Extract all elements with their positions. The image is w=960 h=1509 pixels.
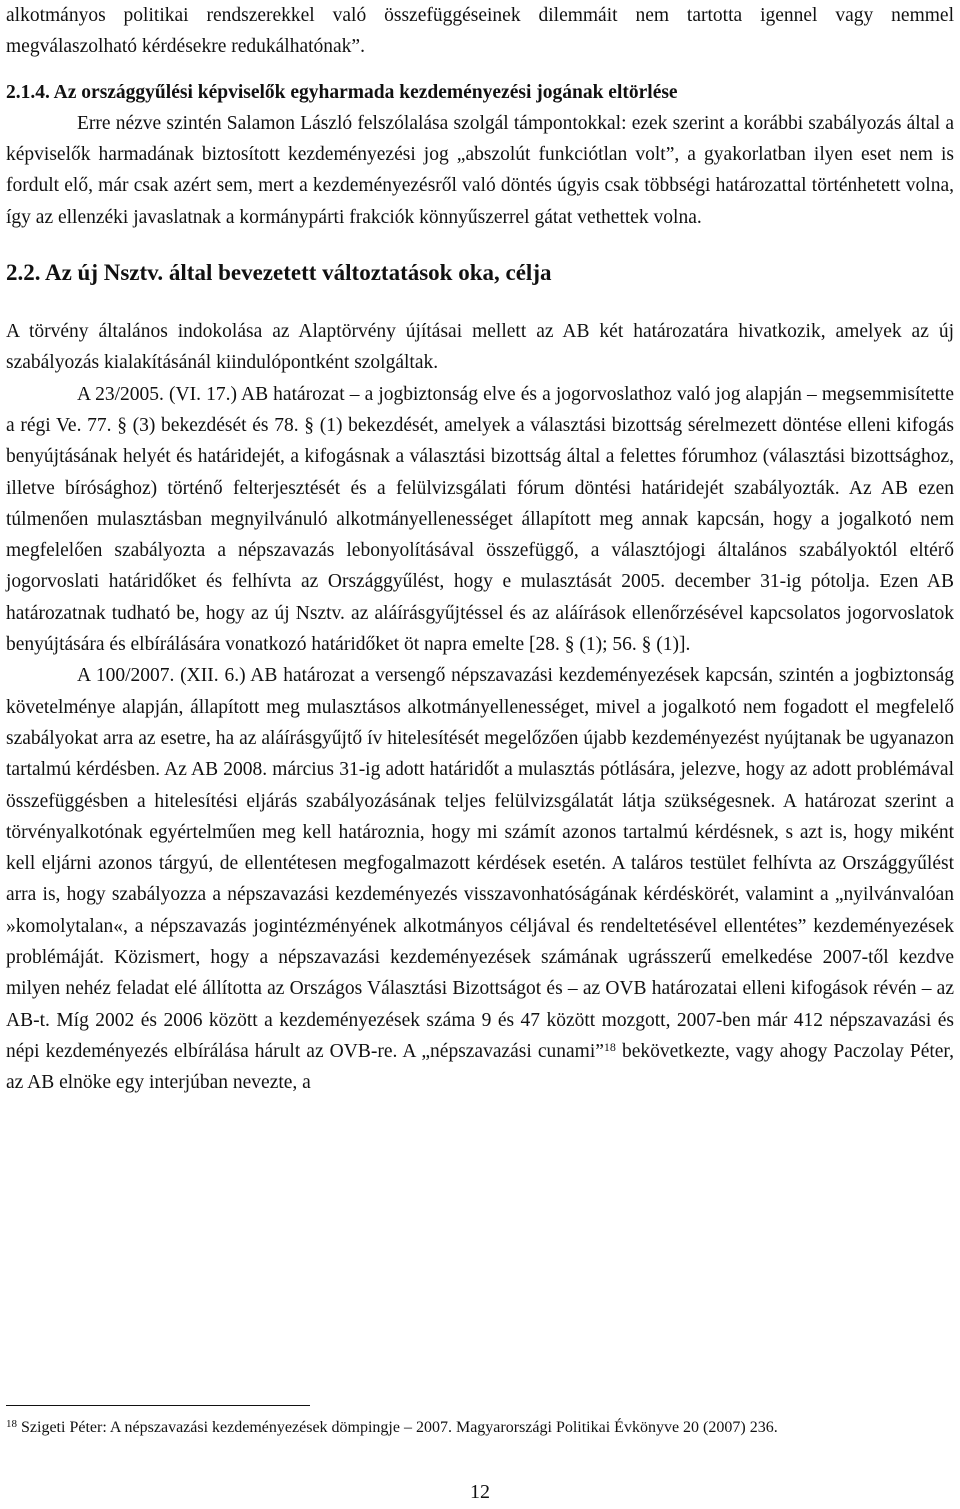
section-2-2-paragraph-2: A 23/2005. (VI. 17.) AB határozat – a jogbiztonság elve és a jogorvoslathoz való jog alapján – megsemmisítette a régi Ve. 77. § (3) bekezdését és 78. § (1) bekezdését, amelyek a választási bizottság sérelmezett döntése elleni kifogás benyújtásának helyét és határidejét, a kifogásnak a választási bizottság által a felettes fórumhoz (választási bizottsághoz, illetve bírósághoz) történő felterjesztését és a felülvizsgálati fórum döntési határidejét szabályozták. Az AB ezen túlmenően mulasztásban megnyilvánuló alkotmányellenességet állapított meg annak kapcsán, hogy a jogalkotó nem megfelelően szabályozta a népszavazás lebonyolításával összefüggő, a választójogi általános szabályoktól eltérő jogorvoslati határidőket és felhívta az Országgyűlést, hogy e mulasztását 2005. december 31-ig pótolja. Ezen AB határozatnak tudható be, hogy az új Nsztv. az aláírásgyűjtéssel és az aláírások ellenőrzésével kapcsolatos jogorvoslatok benyújtására és elbírálására vonatkozó határidőket öt napra emelte [28. § (1); 56. § (1)]. — [6, 383, 954, 656]
section-2-2-paragraph-1: A törvény általános indokolása az Alaptörvény újításai mellett az AB két határozatára hivatkozik, amelyek az új szabályozás kialakításánál kiindulópontként szolgáltak. — [6, 321, 954, 374]
document-page — [6, 0, 954, 1099]
paragraph-3-text: A 100/2007. (XII. 6.) AB határozat a versengő népszavazási kezdeményezések kapcsán, szintén a jogbiztonság követelménye alapján, állapított meg mulasztásos alkotmányellenességet, mivel a jogalkotó nem fogadott el megfelelő szabályokat arra az esetre, ha az aláírásgyűjtő ív hitelesítését megelőzően újabb kezdeményezést nyújtanak be ugyanazon tartalmú kérdésben. Az AB 2008. március 31-ig adott határidőt a mulasztás pótlására, jelezve, hogy az adott problémával összefüggésben a hitelesítési eljárás szabályozásának teljes felülvizsgálatát látja szükségesnek. A határozat szerint a törvényalkotónak egyértelműen meg kell határoznia, hogy mi számít azonos tartalmú kérdésnek, s azt is, hogy miként kell eljárni azonos tárgyú, de ellentétesen megfogalmazott kérdések esetén. A taláros testület felhívta az Országgyűlést arra is, hogy szabályozza a népszavazási kezdeményezés visszavonhatóságának kérdéskörét, valamint a „nyilvánvalóan »komolytalan«, a népszavazás jogintézményének alkotmányos céljával és rendeltetésével ellentétes” kezdeményezések problémáját. Közismert, hogy a népszavazási kezdeményezések számának ugrásszerű emelkedése 2007-től kezdve milyen nehéz feladat elé állította az Országos Választási Bizottságot és – az OVB határozatai elleni kifogások révén – az AB-t. Míg 2002 és 2006 között a kezdeményezések száma 9 és 47 között mozgott, 2007-ben már 412 népszavazási és népi kezdeményezés elbírálása hárult az OVB-re. A „népszavazási cunami” — [6, 665, 954, 1062]
spacer — [6, 63, 954, 77]
top-paragraph: alkotmányos politikai rendszerekkel való összefüggéseinek dilemmáit nem tartotta igennel vagy nemmel megválaszolható kérdésekre redukálhatónak”. — [6, 5, 954, 58]
spacer — [6, 288, 954, 316]
section-heading-2-2: 2.2. Az új Nsztv. által bevezetett változtatások oka, célja — [6, 260, 552, 286]
section-2-2-paragraph-3 — [6, 660, 954, 1098]
footnote-text: Szigeti Péter: A népszavazási kezdeményezések dömpingje – 2007. Magyarországi Politikai Évkönyve 20 (2007) 236. — [17, 1419, 778, 1436]
spacer — [6, 233, 954, 257]
footnote-number: 18 — [6, 1418, 17, 1430]
footnote-separator — [6, 1405, 310, 1406]
paragraph-3-continuation: bekövetkezte, vagy ahogy Paczolay Péter, az AB elnöke egy interjúban nevezte, a — [6, 1040, 955, 1094]
footnote — [6, 1413, 954, 1442]
page-number: 12 — [470, 1481, 490, 1503]
footnote-reference[interactable]: 18 — [603, 1039, 616, 1054]
section-heading-2-1-4: 2.1.4. Az országgyűlési képviselők egyharmada kezdeményezési jogának eltörlése — [6, 81, 678, 103]
section-2-1-4-body: Erre nézve szintén Salamon László felszólalása szolgál támpontokkal: ezek szerint a korábbi szabályozás által a képviselők harmadának biztosított kezdeményezési jog „abszolút funkciótlan volt”, a gyakorlatban ilyen eset nem is fordult elő, már csak azért sem, mert a kezdeményezésről való döntés úgyis csak többségi határozattal történhetett volna, így az ellenzéki javaslatnak a kormánypárti frakciók könnyűszerrel gátat vethettek volna. — [6, 112, 954, 228]
